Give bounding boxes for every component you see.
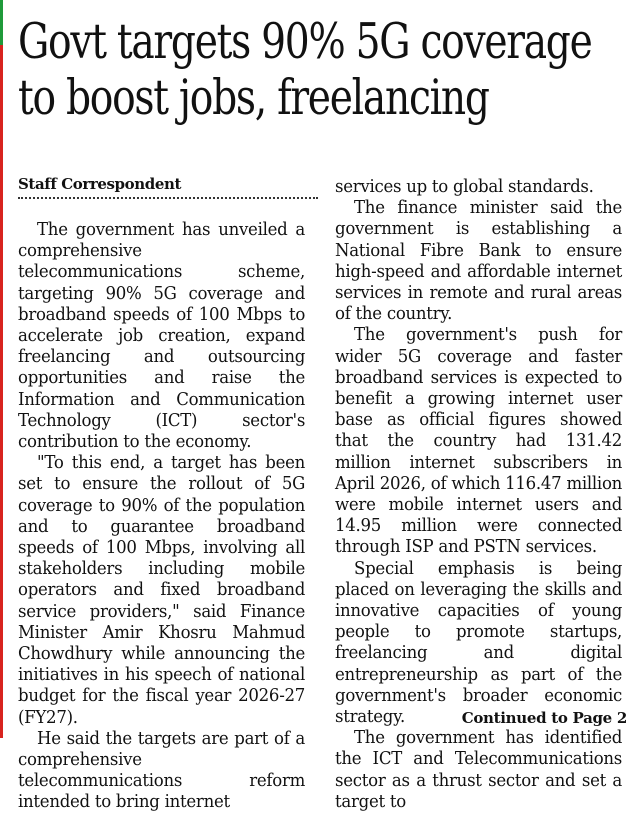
paragraph: "To this end, a target has been set to ensure the rollout of 5G coverage to 90% of the population and to guarantee broadband speeds of 100 Mbps, involving all stakeholders including mobile operators and fixed broadband service providers," said Finance Minister Amir Khosru Mahmud Chowdhury while announcing the initiatives in his speech of national budget for the fiscal year 2026-27 (FY27).: [18, 452, 306, 728]
paragraph: The finance minister said the government is establishing a National Fibre Bank to ensure high-speed and affordable internet services in remote and rural areas of the country.: [335, 197, 623, 325]
paragraph: Special emphasis is being placed on leveraging the skills and innovative capacities of young people to promote startups, freelancing and digital entrepreneurship as part of the government's broader economic strategy.: [335, 557, 623, 728]
headline-line-2: to boost jobs, freelancing: [18, 69, 489, 126]
continued-notice[interactable]: Continued to Page 2: [461, 709, 627, 727]
byline: Staff Correspondent: [18, 175, 182, 193]
paragraph: He said the targets are part of a comprehensive telecommunications reform intended to bring internet: [18, 727, 306, 813]
article-column-1: [18, 219, 305, 813]
headline-line-1: Govt targets 90% 5G coverage: [18, 13, 592, 70]
paragraph: services up to global standards.: [335, 176, 594, 197]
headline: [18, 13, 592, 126]
edge-accent-green: [0, 0, 3, 45]
edge-accent-red: [0, 45, 3, 738]
paragraph: The government has identified the ICT and Telecommunications sector as a thrust sector and set a target to: [335, 727, 623, 812]
paragraph: The government has unveiled a comprehensive telecommunications scheme, targeting 90% 5G coverage and broadband speeds of 100 Mbps to accelerate job creation, expand freelancing and outsourcing opportunities and raise the Information and Communication Technology (ICT) sector's contribution to the economy.: [18, 219, 306, 453]
paragraph: The government's push for wider 5G coverage and faster broadband services is expected to benefit a growing internet user base as official figures showed that the country had 131.42 million internet subscribers in April 2026, of which 116.47 million were mobile internet users and 14.95 million were connected through ISP and PSTN services.: [335, 324, 623, 558]
byline-divider: [18, 197, 318, 199]
